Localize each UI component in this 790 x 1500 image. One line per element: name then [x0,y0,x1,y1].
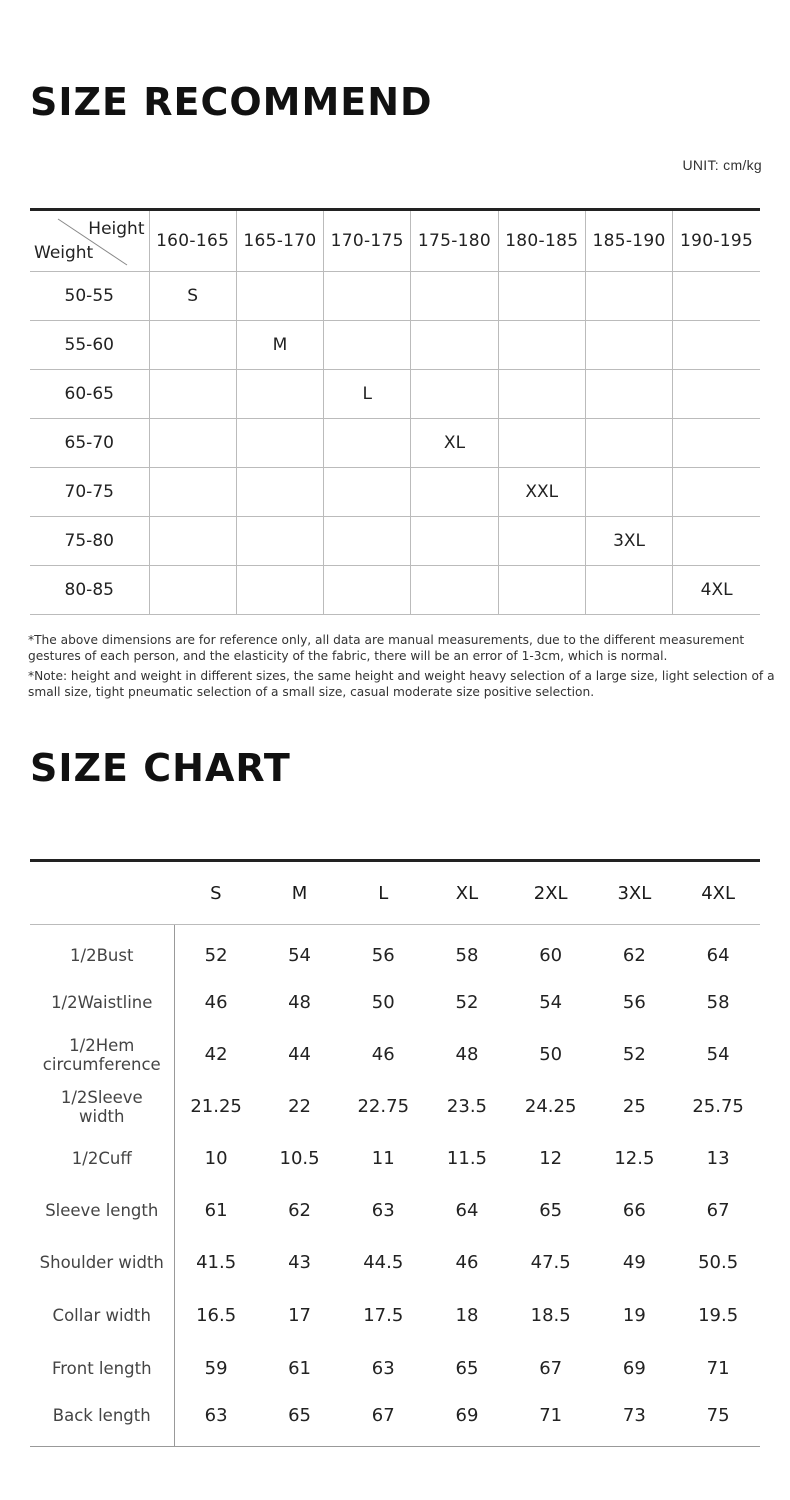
measurement-row [30,1029,760,1081]
recommended-size-cell [149,321,236,370]
measurement-label: Back length [30,1395,174,1447]
recommend-row [30,272,760,321]
recommend-row [30,321,760,370]
size-column-header: 2XL [509,861,593,925]
recommended-size-cell [411,272,498,321]
recommend-row [30,517,760,566]
height-range-header: 160-165 [149,210,236,272]
height-range-header: 185-190 [585,210,672,272]
recommended-size-cell [585,566,672,615]
measurement-value: 12.5 [614,1148,655,1169]
measurement-value: 58 [455,945,479,967]
recommend-notes [28,632,783,704]
recommended-size-cell [236,419,323,468]
recommended-size-cell [411,321,498,370]
recommended-size-cell [585,321,672,370]
measurement-value: 60 [539,945,563,967]
measurement-value: 17.5 [363,1305,404,1326]
height-range-header: 175-180 [411,210,498,272]
measurement-value: 16.5 [196,1305,237,1326]
measurement-row [30,925,760,977]
measurement-value: 19 [622,1305,646,1326]
measurement-label: 1/2Cuff [30,1133,174,1185]
recommended-size-cell [498,321,585,370]
measurement-row [30,1237,760,1289]
measurement-value: 63 [371,1200,395,1221]
measurement-value: 50.5 [698,1252,739,1273]
height-range-header: 190-195 [673,210,760,272]
recommend-row [30,370,760,419]
note-reference: *The above dimensions are for reference only, all data are manual measurements, due to the different measurement gestures of each person, and the elasticity of the fabric, there will be an error of 1-3cm, which is normal. [28,633,745,663]
measurement-value: 13 [706,1148,730,1169]
measurement-value: 10 [204,1148,228,1169]
recommended-size-cell: M [236,321,323,370]
measurement-label: Shoulder width [30,1237,174,1289]
recommend-row [30,566,760,615]
measurement-value: 69 [455,1404,479,1426]
measurement-value: 48 [288,992,311,1013]
recommended-size-cell [585,370,672,419]
measurement-value: 21.25 [190,1096,242,1117]
measurement-value: 64 [706,945,730,967]
recommended-size-cell: 4XL [673,566,760,615]
measurement-value: 67 [706,1200,730,1221]
measurement-value: 50 [371,992,395,1013]
weight-range-cell: 65-70 [30,419,149,468]
weight-range-cell: 55-60 [30,321,149,370]
measurement-label: 1/2Sleeve width [30,1081,174,1133]
measurement-value: 67 [539,1358,563,1379]
recommended-size-cell [498,566,585,615]
measurement-row [30,1343,760,1395]
recommended-size-cell [673,419,760,468]
weight-range-cell: 70-75 [30,468,149,517]
measurement-value: 41.5 [196,1252,237,1273]
weight-range-cell: 75-80 [30,517,149,566]
recommended-size-cell [236,370,323,419]
recommended-size-cell [673,321,760,370]
height-axis-label: Height [88,219,145,239]
measurement-value: 67 [371,1404,395,1426]
recommended-size-cell [236,272,323,321]
recommended-size-cell [673,370,760,419]
measurement-value: 61 [288,1358,311,1379]
recommended-size-cell [324,517,411,566]
height-range-header: 165-170 [236,210,323,272]
recommended-size-cell [673,272,760,321]
measurement-value: 10.5 [279,1148,320,1169]
weight-range-cell: 50-55 [30,272,149,321]
recommended-size-cell [411,468,498,517]
measurement-row [30,1133,760,1185]
measurement-value: 12 [539,1148,563,1169]
measurement-value: 54 [539,992,563,1013]
size-recommend-table [30,208,760,615]
recommended-size-cell [585,419,672,468]
recommended-size-cell [498,272,585,321]
recommended-size-cell [498,419,585,468]
measurement-value: 46 [455,1252,479,1273]
corner-header-cell [30,210,149,272]
size-recommend-title: SIZE RECOMMEND [30,80,433,124]
measurement-label: Sleeve length [30,1185,174,1237]
measurement-value: 18.5 [530,1305,571,1326]
measurement-value: 43 [288,1252,311,1273]
measurement-label: 1/2Hem circumference [30,1029,174,1081]
size-column-header: XL [425,861,509,925]
measurement-value: 25 [622,1096,646,1117]
recommended-size-cell [673,517,760,566]
recommend-row [30,419,760,468]
size-column-header: 4XL [676,861,760,925]
measurement-value: 71 [706,1358,730,1379]
weight-range-cell: 80-85 [30,566,149,615]
size-column-header: M [258,861,342,925]
recommended-size-cell [585,468,672,517]
measurement-value: 22.75 [357,1096,410,1117]
measurement-value: 48 [455,1044,479,1065]
recommended-size-cell [585,272,672,321]
measurement-value: 52 [455,992,479,1013]
measurement-value: 64 [455,1200,479,1221]
measurement-value: 52 [622,1044,646,1065]
recommended-size-cell [236,468,323,517]
measurement-value: 75 [706,1404,730,1426]
recommended-size-cell: L [324,370,411,419]
recommended-size-cell: XXL [498,468,585,517]
size-chart-title: SIZE CHART [30,746,291,790]
measurement-row [30,977,760,1029]
measurement-value: 59 [204,1358,228,1379]
recommended-size-cell [673,468,760,517]
measurement-value: 56 [371,945,395,967]
measurement-value: 62 [622,945,646,967]
measurement-value: 66 [622,1200,646,1221]
measurement-row [30,1395,760,1447]
measurement-value: 50 [539,1044,563,1065]
measurement-value: 54 [288,945,311,967]
measurement-value: 23.5 [446,1096,487,1117]
measurement-value: 63 [204,1404,228,1426]
measurement-value: 61 [204,1200,228,1221]
measurement-value: 17 [288,1305,311,1326]
measurement-value: 71 [539,1404,563,1426]
measurement-value: 49 [622,1252,646,1273]
recommended-size-cell [411,370,498,419]
size-column-header: L [341,861,425,925]
measurement-value: 19.5 [698,1305,739,1326]
recommended-size-cell [149,517,236,566]
measurement-value: 46 [371,1044,395,1065]
recommended-size-cell [149,419,236,468]
measurement-value: 65 [455,1358,479,1379]
recommended-size-cell [324,468,411,517]
measurement-value: 54 [706,1044,730,1065]
weight-axis-label: Weight [34,243,94,263]
measurement-value: 52 [204,945,228,967]
measurement-label: 1/2Bust [30,925,174,977]
measurement-label: Collar width [30,1289,174,1343]
recommend-row [30,468,760,517]
recommended-size-cell [324,321,411,370]
measurement-value: 18 [455,1305,479,1326]
recommended-size-cell [149,468,236,517]
recommended-size-cell [498,517,585,566]
measurement-value: 22 [288,1096,311,1117]
measurement-value: 24.25 [524,1096,577,1117]
recommended-size-cell: S [149,272,236,321]
recommended-size-cell [324,566,411,615]
recommended-size-cell [236,566,323,615]
measurement-row [30,1081,760,1133]
size-column-header: 3XL [593,861,677,925]
measurement-value: 58 [706,992,730,1013]
measurement-value: 44.5 [363,1252,404,1273]
measurement-value: 73 [622,1404,646,1426]
recommend-header-row [30,210,760,272]
measurement-row [30,1289,760,1343]
measurement-value: 44 [288,1044,311,1065]
recommended-size-cell [324,272,411,321]
note-selection: *Note: height and weight in different sizes, the same height and weight heavy selection of a large size, light selection of a small size, tight pneumatic selection of a small size, casual moderate size positive selection. [28,669,775,699]
height-range-header: 180-185 [498,210,585,272]
recommended-size-cell [236,517,323,566]
measurement-value: 25.75 [692,1096,744,1117]
measurement-value: 11 [371,1148,395,1169]
measurement-value: 47.5 [530,1252,571,1273]
recommended-size-cell [149,566,236,615]
measurement-value: 42 [204,1044,228,1065]
size-chart-table [30,859,760,1447]
size-column-header: S [174,861,258,925]
measurement-value: 11.5 [446,1148,487,1169]
recommended-size-cell [411,566,498,615]
recommended-size-cell: 3XL [585,517,672,566]
recommended-size-cell [324,419,411,468]
measurement-value: 69 [622,1358,646,1379]
recommended-size-cell [498,370,585,419]
measurement-value: 56 [622,992,646,1013]
measurement-value: 65 [288,1404,311,1426]
recommended-size-cell [149,370,236,419]
weight-range-cell: 60-65 [30,370,149,419]
recommended-size-cell: XL [411,419,498,468]
recommended-size-cell [411,517,498,566]
measurement-label: Front length [30,1343,174,1395]
unit-label: UNIT: cm/kg [682,157,762,173]
measurement-value: 63 [371,1358,395,1379]
measurement-row [30,1185,760,1237]
height-range-header: 170-175 [324,210,411,272]
chart-corner-cell [30,861,174,925]
measurement-label: 1/2Waistline [30,977,174,1029]
measurement-value: 46 [204,992,228,1013]
measurement-value: 65 [539,1200,563,1221]
chart-header-row [30,861,760,925]
measurement-value: 62 [288,1200,311,1221]
